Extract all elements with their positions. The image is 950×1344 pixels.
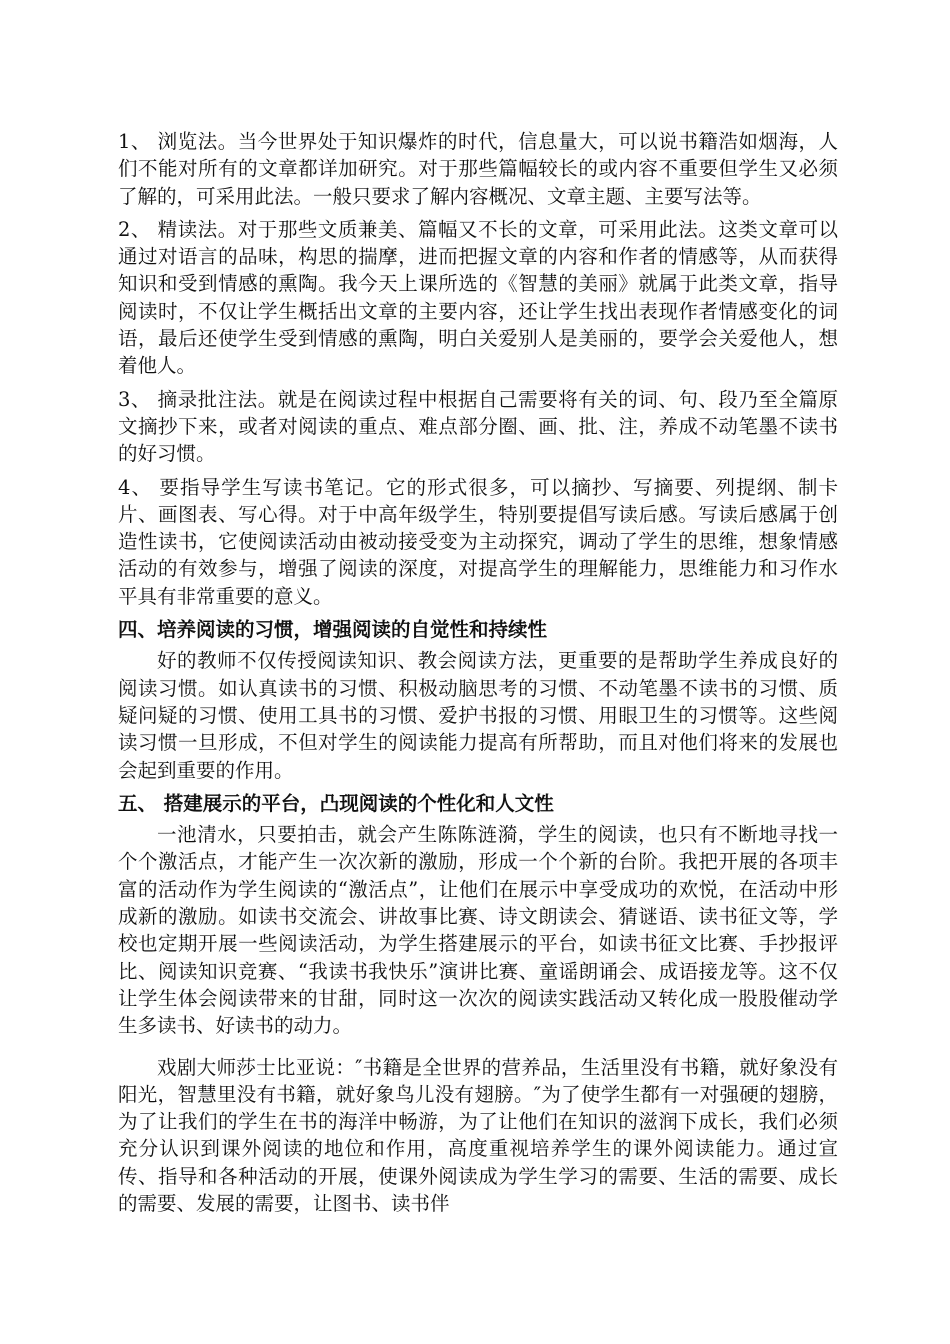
paragraph-intensive-reading: 2、 精读法。对于那些文质兼美、篇幅又不长的文章，可采用此法。这类文章可以通过对语言的品味，构思的揣摩，进而把握文章的内容和作者的情感等，从而获得知识和受到情感的熏陶。我今天上课所选的《智慧的美丽》就属于此类文章，指导阅读时，不仅让学生概括出文章的主要内容，还让学生找出表现作者情感变化的词语，最后还使学生受到情感的熏陶，明白关爱别人是美丽的，要学会关爱他人，想着他人。 — [118, 217, 838, 378]
paragraph-browse-method: 1、 浏览法。当今世界处于知识爆炸的时代，信息量大，可以说书籍浩如烟海，人们不能对所有的文章都详加研究。对于那些篇幅较长的或内容不重要但学生又必须了解的，可采用此法。一般只要求了解内容概况、文章主题、主要写法等。 — [118, 130, 838, 208]
paragraph-excerpt-annotation: 3、 摘录批注法。就是在阅读过程中根据自己需要将有关的词、句、段乃至全篇原文摘抄下来，或者对阅读的重点、难点部分圈、画、批、注，养成不动笔墨不读书的好习惯。 — [118, 387, 838, 466]
section-heading-four: 四、培养阅读的习惯，增强阅读的自觉性和持续性 — [118, 618, 548, 642]
paragraph-shakespeare-quote: 戏剧大师莎士比亚说：″书籍是全世界的营养品，生活里没有书籍，就好象没有阳光，智慧里没有书籍，就好象鸟儿没有翅膀。″为了使学生都有一对强硬的翅膀，为了让我们的学生在书的海洋中畅游，为了让他们在知识的滋润下成长，我们必须充分认识到课外阅读的地位和作用，高度重视培养学生的课外阅读能力。通过宣传、指导和各种活动的开展，使课外阅读成为学生学习的需要、生活的需要、成长的需要、发展的需要，让图书、读书伴 — [118, 1055, 838, 1215]
document-page — [118, 128, 838, 1223]
section-heading-five: 五、 搭建展示的平台，凸现阅读的个性化和人文性 — [118, 791, 554, 815]
paragraph-reading-notes: 4、 要指导学生写读书笔记。它的形式很多，可以摘抄、写摘要、列提纲、制卡片、画图表、写心得。对于中高年级学生，特别要提倡写读后感。写读后感属于创造性读书，它使阅读活动由被动接受变为主动探究，调动了学生的思维，想象情感活动的有效参与，增强了阅读的深度，对提高学生的理解能力，思维能力和习作水平具有非常重要的意义。 — [118, 475, 838, 608]
paragraph-activity-platform: 一池清水，只要拍击，就会产生陈陈涟漪，学生的阅读，也只有不断地寻找一个个激活点，才能产生一次次新的激励，形成一个个新的台阶。我把开展的各项丰富的活动作为学生阅读的“激活点”，让他们在展示中享受成功的欢悦，在活动中形成新的激励。如读书交流会、讲故事比赛、诗文朗读会、猜谜语、读书征文等，学校也定期开展一些阅读活动，为学生搭建展示的平台，如读书征文比赛、手抄报评比、阅读知识竞赛、“我读书我快乐”演讲比赛、童谣朗诵会、成语接龙等。这不仅让学生体会阅读带来的甘甜，同时这一次次的阅读实践活动又转化成一股股催动学生多读书、好读书的动力。 — [118, 823, 838, 1038]
paragraph-reading-habits: 好的教师不仅传授阅读知识、教会阅读方法，更重要的是帮助学生养成良好的阅读习惯。如认真读书的习惯、积极动脑思考的习惯、不动笔墨不读书的习惯、质疑问疑的习惯、使用工具书的习惯、爱护书报的习惯、用眼卫生的习惯等。这些阅读习惯一旦形成，不但对学生的阅读能力提高有所帮助，而且对他们将来的发展也会起到重要的作用。 — [118, 649, 838, 782]
